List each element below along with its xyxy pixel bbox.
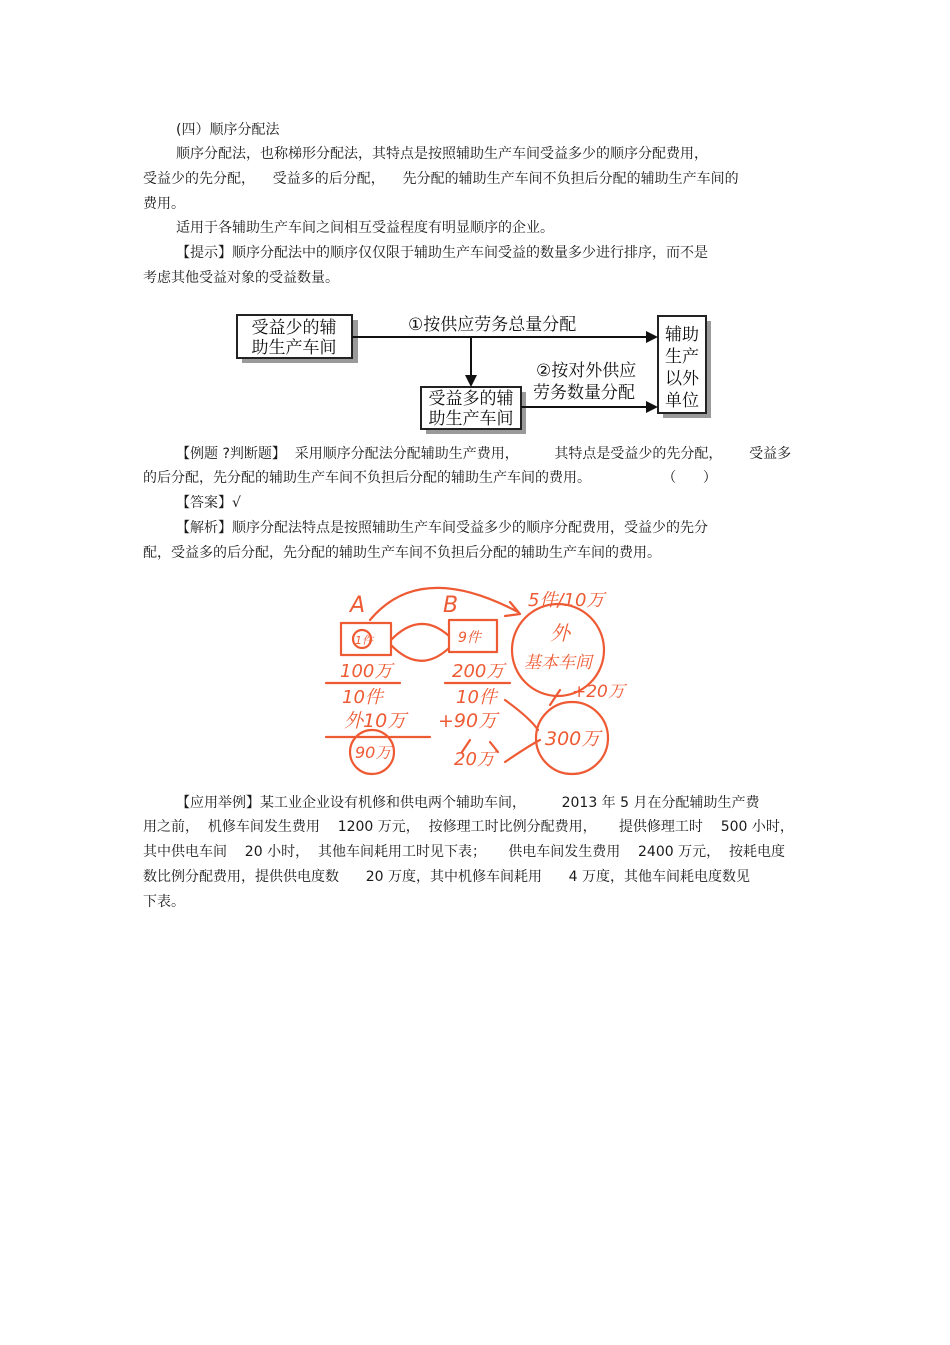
- tip-line-2: 考虑其他受益对象的受益数量。: [143, 270, 339, 286]
- hw-top-right: 5件/10万: [528, 590, 605, 611]
- hw-a-val: 100万: [340, 661, 393, 682]
- label-external-line2: 劳务数量分配: [533, 383, 635, 403]
- application-line-1: 【应用举例】某工业企业设有机修和供电两个辅助车间， 2013 年 5 月在分配辅助生产费: [176, 795, 760, 811]
- example-line-1: 【例题 ?判断题】 采用顺序分配法分配辅助生产费用， 其特点是受益少的先分配， 受益多: [176, 446, 792, 462]
- box-out-line2: 生产: [665, 347, 699, 367]
- application-line-5: 下表。: [143, 894, 185, 910]
- example-line-2: 的后分配，先分配的辅助生产车间不负担后分配的辅助生产车间的费用。 （ ）: [143, 470, 717, 486]
- analysis-line-1: 【解析】顺序分配法特点是按照辅助生产车间受益多少的顺序分配费用，受益少的先分: [176, 520, 708, 536]
- box-less-line1: 受益少的辅: [251, 318, 337, 338]
- para2: 适用于各辅助生产车间之间相互受益程度有明显顺序的企业。: [176, 220, 554, 236]
- box-out-line1: 辅助: [665, 325, 699, 345]
- label-total-allocation: ①按供应劳务总量分配: [408, 315, 577, 335]
- para1-line-1: 顺序分配法，也称梯形分配法，其特点是按照辅助生产车间受益多少的顺序分配费用，: [176, 146, 708, 162]
- hw-b-qty: 10件: [456, 687, 497, 708]
- hw-circ90: 90万: [355, 743, 392, 762]
- handwritten-annotation: [326, 588, 628, 774]
- hw-b: B: [443, 593, 459, 618]
- hw-plus20: +20万: [572, 682, 625, 702]
- application-line-4: 数比例分配费用，提供供电度数 20 万度，其中机修车间耗用 4 万度，其他车间耗电度数见: [143, 869, 751, 885]
- hw-base: 基本车间: [524, 653, 592, 673]
- box-out-line4: 单位: [665, 391, 699, 411]
- label-external-line1: ②按对外供应: [536, 361, 637, 381]
- hw-b-val: 200万: [452, 661, 505, 682]
- section-heading: (四）顺序分配法: [176, 122, 280, 138]
- tip-line-1: 【提示】顺序分配法中的顺序仅仅限于辅助生产车间受益的数量多少进行排序，而不是: [176, 245, 708, 261]
- box-less-line2: 助生产车间: [251, 338, 337, 358]
- hw-plus90: +90万: [438, 710, 498, 732]
- analysis-line-2: 配，受益多的后分配，先分配的辅助生产车间不负担后分配的辅助生产车间的费用。: [143, 545, 661, 561]
- hw-out10: 外10万: [344, 710, 407, 732]
- hw-circ20: 20万: [454, 749, 495, 770]
- hw-outside: 外: [550, 621, 570, 645]
- hw-total: 300万: [545, 728, 601, 750]
- hw-a: A: [350, 593, 366, 618]
- hw-a-qty: 10件: [342, 687, 383, 708]
- para1-line-3: 费用。: [143, 196, 185, 212]
- hw-a-box: 1件: [355, 634, 373, 647]
- box-out-line3: 以外: [665, 369, 699, 389]
- application-line-3: 其中供电车间 20 小时， 其他车间耗用工时见下表； 供电车间发生费用 2400 万元， 按耗电度: [143, 844, 785, 860]
- answer: 【答案】√: [176, 495, 241, 511]
- para1-line-2: 受益少的先分配， 受益多的后分配， 先分配的辅助生产车间不负担后分配的辅助生产车间的: [143, 171, 739, 187]
- box-more-line1: 受益多的辅: [428, 389, 514, 409]
- hw-b-box: 9件: [458, 630, 481, 646]
- box-more-line2: 助生产车间: [428, 409, 514, 429]
- application-line-2: 用之前， 机修车间发生费用 1200 万元， 按修理工时比例分配费用， 提供修理工时 500 小时，: [143, 819, 794, 835]
